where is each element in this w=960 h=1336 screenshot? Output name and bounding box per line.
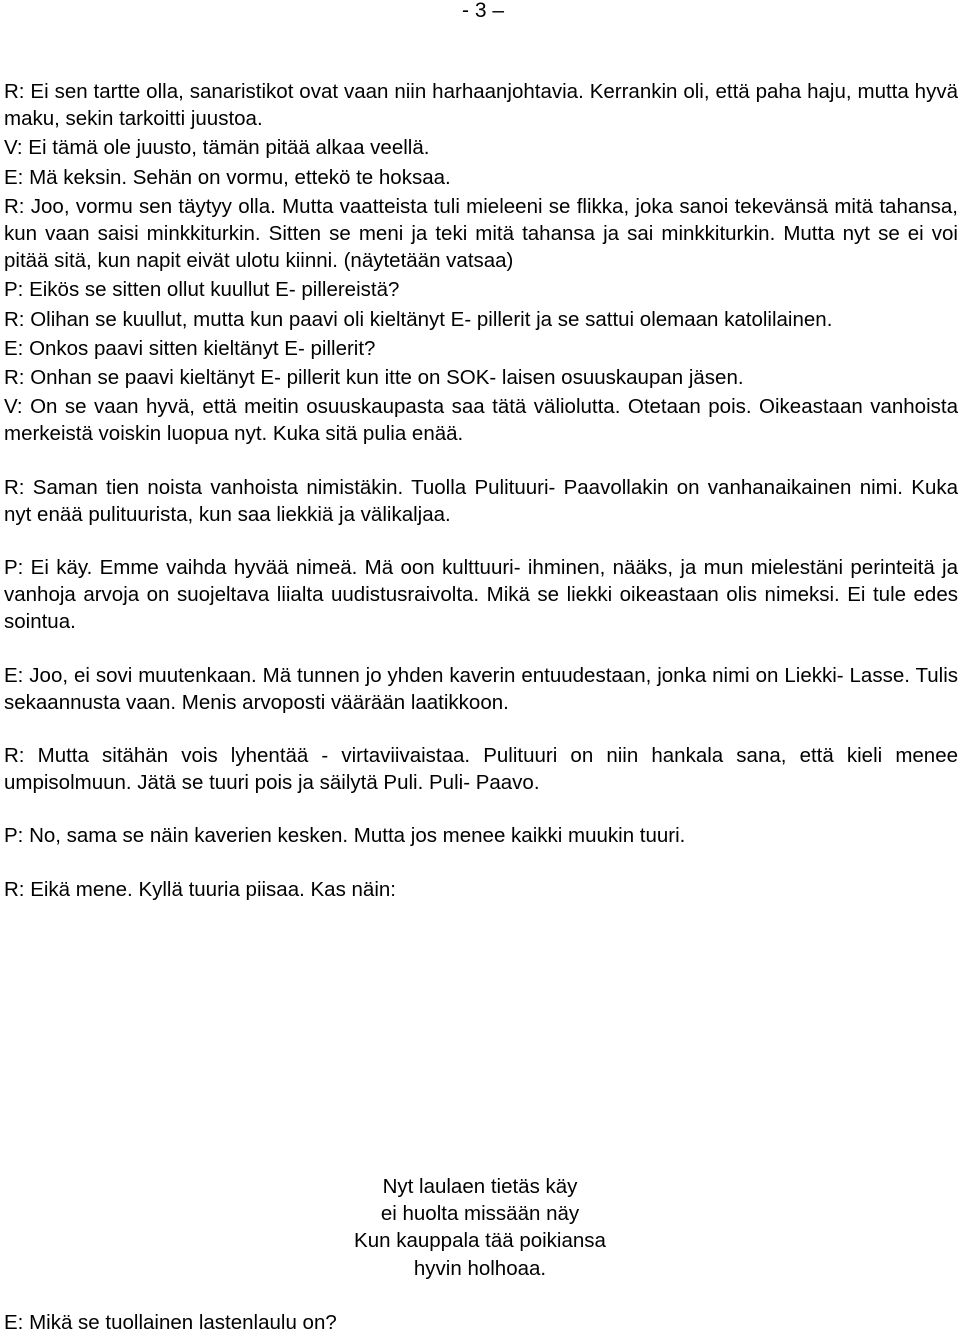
paragraph-10: R: Saman tien noista vanhoista nimistäkin. Tuolla Pulituuri- Paavollakin on vanhanaikainen nimi. Kuka nyt enää pulituurista, kun saa liekkiä ja välikaljaa. [4,475,958,526]
verse-line-1: Nyt laulaen tietäs käy [382,1175,578,1198]
paragraph-13: R: Mutta sitähän vois lyhentää - virtaviivaistaa. Pulituuri on niin hankala sana, että kieli menee umpisolmuun. Jätä se tuuri pois ja säilytä Puli. Puli- Paavo. [4,744,958,795]
document-body [4,78,958,903]
final-line: E: Mikä se tuollainen lastenlaulu on? [4,1311,337,1334]
paragraph-4: R: Joo, vormu sen täytyy olla. Mutta vaatteista tuli mieleeni se flikka, joka sanoi tekevänsä mitä tahansa, kun vaan saisi minkkiturkin. Sitten se meni ja teki mitä tahansa ja sai minkkiturkin. Mutta nyt se ei voi pitää sitä, kun napit eivät ulotu kiinni. (näytetään vatsaa) [4,194,958,273]
paragraph-9: V: On se vaan hyvä, että meitin osuuskaupasta saa tätä väliolutta. Otetaan pois. Oikeastaan vanhoista merkeistä voiskin luopua nyt. Kuka sitä pulia enää. [4,395,958,446]
paragraph-3: E: Mä keksin. Sehän on vormu, ettekö te hoksaa. [4,165,451,189]
paragraph-12: E: Joo, ei sovi muutenkaan. Mä tunnen jo yhden kaverin entuudestaan, jonka nimi on Liekki- Lasse. Tulis sekaannusta vaan. Menis arvoposti väärään laatikkoon. [4,663,958,714]
song-verse [0,1173,960,1282]
paragraph-14: P: No, sama se näin kaverien kesken. Mutta jos menee kaikki muukin tuuri. [4,824,686,848]
paragraph-15: R: Eikä mene. Kyllä tuuria piisaa. Kas näin: [4,877,396,901]
page-number: - 3 – [462,0,505,22]
paragraph-6: R: Olihan se kuullut, mutta kun paavi oli kieltänyt E- pillerit ja se sattui olemaan katolilainen. [4,307,833,331]
paragraph-5: P: Eikös se sitten ollut kuullut E- pillereistä? [4,278,400,302]
verse-line-4: hyvin holhoaa. [413,1256,547,1280]
verse-line-2: ei huolta missään näy [380,1202,580,1226]
paragraph-11: P: Ei käy. Emme vaihda hyvää nimeä. Mä oon kulttuuri- ihminen, nääks, ja mun mielestäni perinteitä ja vanhoja arvoja on suojeltava liialta uudistusraivolta. Mikä se liekki oikeastaan olis nimeksi. Ei tule edes sointua. [4,556,958,634]
paragraph-7: E: Onkos paavi sitten kieltänyt E- pillerit? [4,336,376,360]
paragraph-8: R: Onhan se paavi kieltänyt E- pillerit kun itte on SOK- laisen osuuskaupan jäsen. [4,366,744,390]
paragraph-1: R: Ei sen tartte olla, sanaristikot ovat vaan niin harhaanjohtavia. Kerrankin oli, että paha haju, mutta hyvä maku, sekin tarkoitti juustoa. [4,80,958,131]
verse-line-3: Kun kauppala tää poikiansa [354,1229,606,1253]
paragraph-2: V: Ei tämä ole juusto, tämän pitää alkaa veellä. [4,136,430,160]
